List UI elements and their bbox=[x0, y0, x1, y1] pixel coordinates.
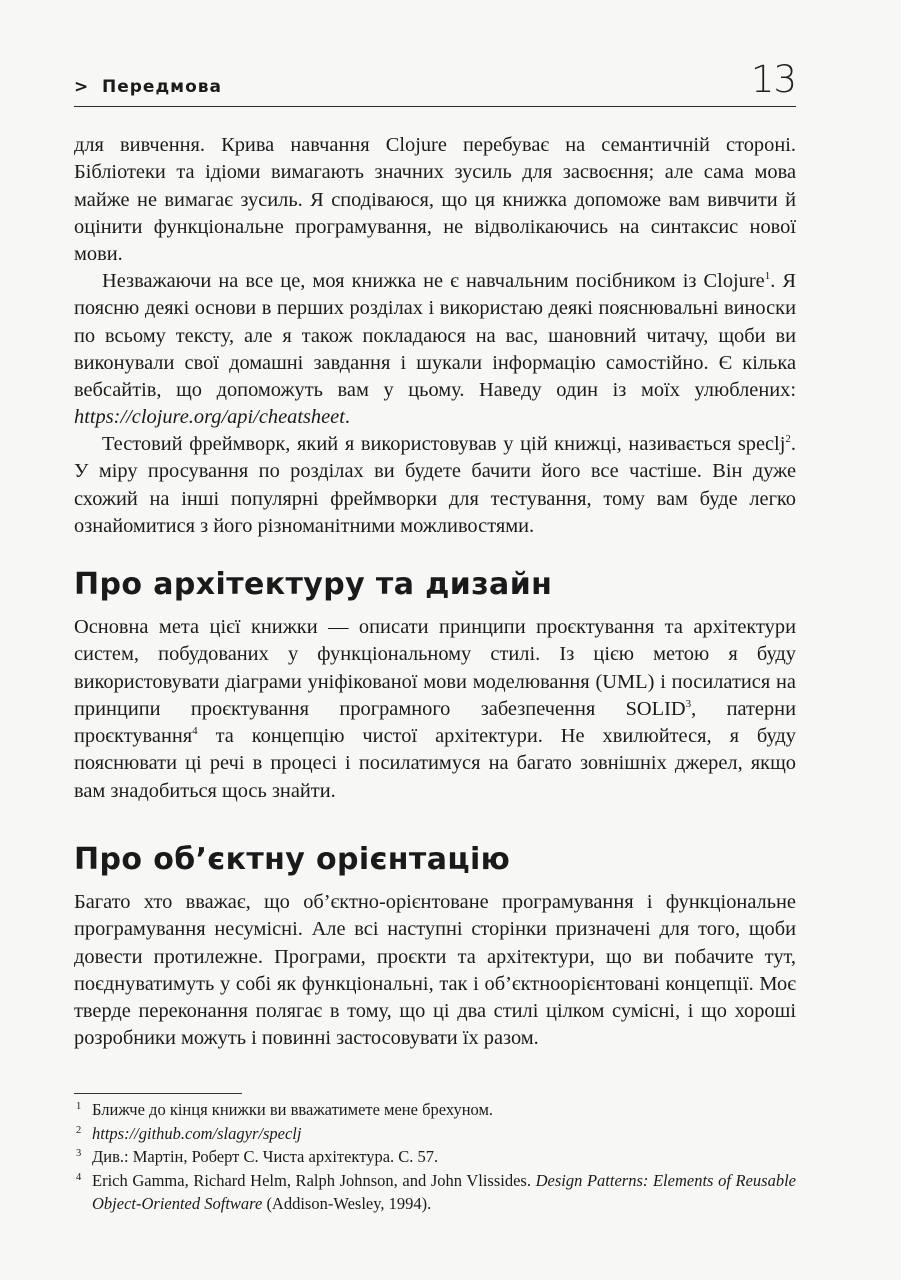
footnote-divider bbox=[74, 1093, 242, 1094]
heading-oop: Про об’єктну орієнтацію bbox=[74, 842, 511, 877]
footnote-1: 1 Ближче до кінця книжки ви вважатимете мене брехуном. bbox=[76, 1100, 494, 1119]
paragraph-architecture: Основна мета цієї книжки — описати принципи проєктування та архітектури систем, побудованих у функціональному стилі. Із цією метою я буду використовувати діаграми уніфікованої мови моделювання (UML) і посилатися на принципи проєктування програмного забезпечення SOLID$^3$, патерни проєктування$^4$ та концепцію чистої архітектури. Не хвилюйтеся, я буду пояснювати ці речі в процесі і посилатимуся на багато зовнішніх джерел, якщо вам знадобиться щось знайти. bbox=[74, 616, 796, 802]
paragraph-oop: Багато хто вважає, що об’єктно-орієнтоване програмування і функціональне програмування несумісні. Але всі наступні сторінки призначені для того, щоби довести протилежне. Програми, проєкти та архітектури, що ви побачите тут, поєднуватимуть у собі як функціональні, так і об’єктноорієнтовані концепції. Моє тверде переконання полягає в тому, що ці два стилі цілком сумісні, і що хороші розробники можуть і повинні застосовувати їх разом. bbox=[74, 891, 796, 1050]
speclj-link[interactable]: https://github.com/slagyr/speclj bbox=[92, 1123, 302, 1143]
running-header bbox=[74, 58, 796, 107]
book-title: Design Patterns: Elements of Reusable Object-Oriented Software bbox=[92, 1170, 796, 1213]
footnote-ref-4[interactable]: 4 bbox=[192, 725, 198, 738]
paragraph-1: для вивчення. Крива навчання Clojure перебуває на семантичній стороні. Бібліотеки та ідіоми вимагають значних зусиль для засвоєння; але сама мова майже не вимагає зусиль. Я сподіваюся, що ця книжка допоможе вам вивчити й оцінити функціональне програмування, не відволікаючись на синтаксис нової мови. bbox=[74, 134, 796, 266]
page-number: 13 bbox=[750, 58, 796, 101]
paragraph-3: Тестовий фреймворк, який я використовував у цій книжці, називається speclj$^2$. У міру просування по розділах ви будете бачити його все частіше. Він дуже схожий на інші популярні фреймворки для тестування, тому вам буде легко ознайомитися з його різноманітними можливостями. bbox=[74, 433, 796, 537]
footnote-ref-1[interactable]: 1 bbox=[764, 270, 771, 282]
footnote-4: 4 Erich Gamma, Richard Helm, Ralph Johnson, and John Vlissides. Design Patterns: Elements of Reusable Object-Oriented Software (Addison-Wesley, 1994). bbox=[76, 1170, 796, 1213]
cheatsheet-link[interactable]: https://clojure.org/api/cheatsheet bbox=[74, 406, 345, 429]
footnote-3: 3 Див.: Мартін, Роберт С. Чиста архітектура. С. 57. bbox=[76, 1147, 439, 1166]
chevron-right-icon: > bbox=[74, 77, 89, 97]
footnote-ref-2[interactable]: 2 bbox=[785, 433, 791, 445]
paragraph-2: Незважаючи на все це, моя книжка не є навчальним посібником із Clojure$^1$. Я поясню деякі основи в перших розділах і використаю деякі пояснювальні виноски по всьому тексту, але я також покладаюся на вас, шановний читачу, щоби ви виконували свої домашні завдання і шукали інформацію самостійно. Є кілька вебсайтів, що допоможуть вам у цьому. Наведу один із моїх улюблених: https://clojure.org/api/cheatsheet. bbox=[74, 270, 796, 429]
footnote-2: 2 https://github.com/slagyr/speclj bbox=[76, 1123, 302, 1143]
footnotes bbox=[74, 1098, 796, 1216]
section-title: Передмова bbox=[102, 77, 222, 97]
footnote-ref-3[interactable]: 3 bbox=[685, 697, 692, 710]
heading-architecture: Про архітектуру та дизайн bbox=[74, 567, 553, 602]
